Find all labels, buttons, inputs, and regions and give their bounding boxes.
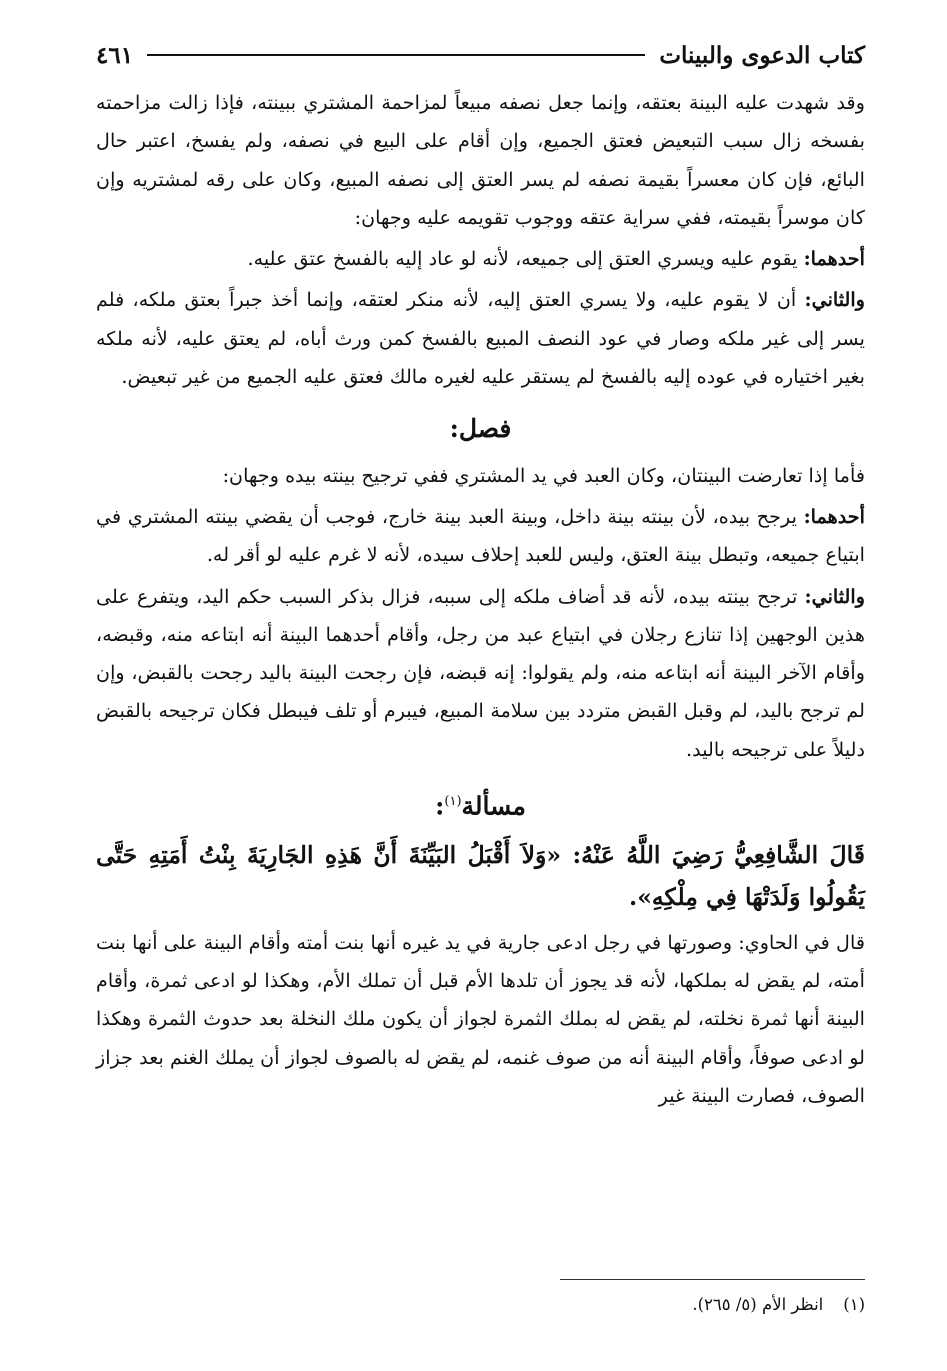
footnote-rule [560, 1279, 865, 1280]
paragraph-lead: والثاني: [804, 288, 865, 312]
footnote-text: انظر الأم (٥/ ٢٦٥). [692, 1295, 824, 1314]
book-title: كتاب الدعوى والبينات [659, 41, 865, 69]
section-heading: فصل: [449, 414, 512, 444]
paragraph: قال في الحاوي: وصورتها في رجل ادعى جارية في يد غيره أنها بنت أمته وأقام البينة على أنها بنت أمته، لم يقض له بملكها، لأنه قد يجوز أن تلدها الأم قبل أن تملك الأم، وهكذا لو ادعى ثمرة، وأقام البينة أنها ثمرة نخلته، لم يقض له بملك الثمرة لجواز أن يكون ملك النخلة بعد حدوث الثمرة وهكذا لو ادعى صوفاً، وأقام البينة أنه من صوف غنمه، لم يقض له بالصوف لجواز أن يملك الغنم بعد جزاز الصوف، فصارت البينة غير [96, 930, 865, 1107]
issue-heading-colon: : [435, 791, 445, 821]
footnote-mark: (١) [843, 1295, 865, 1314]
paragraph-text: يقوم عليه ويسري العتق إلى جميعه، لأنه لو عاد إليه بالفسخ عتق عليه. [247, 247, 804, 271]
paragraph-text: يرجح بيده، لأن بينته بينة داخل، وبينة العبد بينة خارج، فوجب أن يقضي بينته المشتري في ابتياع جميعه، وتبطل بينة العتق، وليس للعبد إحلاف سيده، لأنه لا غرم عليه لو أقر له. [96, 504, 865, 567]
paragraph: فأما إذا تعارضت البينتان، وكان العبد في يد المشتري ففي ترجيح بينته بيده وجهان: [222, 463, 865, 487]
running-header [96, 38, 865, 72]
paragraph [96, 498, 865, 575]
paragraph-lead: أحدهما: [803, 504, 865, 528]
paragraph [96, 578, 865, 769]
issue-heading [96, 783, 865, 826]
paragraph [96, 281, 865, 396]
header-rule [147, 54, 645, 56]
paragraph-text: ترجح بينته بيده، لأنه قد أضاف ملكه إلى سببه، فزال بذكر السبب حكم اليد، ويتفرع على هذين الوجهين إذا تنازع رجلان في ابتياع عبد من رجل، وأقام أحدهما البينة أنه ابتاعه منه، وقبضه، وأقام الآخر البينة أنه ابتاعه منه، ولم يقولوا: إنه قبضه، فإن رجحت البينة باليد رجحت بالقبض، وإن لم ترجح باليد، لم وقبل القبض متردد بين سلامة المبيع، فيبرم أو تلف فيبطل فكان ترجيحه بالقبض دليلاً على ترجيحه باليد. [96, 584, 865, 761]
shafii-quote: قَالَ الشَّافِعِيُّ رَضِيَ اللَّهُ عَنْهُ: «وَلاَ أَقْبَلُ البَيِّنَةَ أَنَّ هَذِهِ الجَارِيَةَ بِنْتُ أَمَتِهِ حَتَّى يَقُولُوا وَلَدَتْهَا فِي مِلْكِهِ». [96, 840, 865, 911]
issue-heading-text: مسألة [461, 791, 526, 821]
paragraph: وقد شهدت عليه البينة بعتقه، وإنما جعل نصفه مبيعاً لمزاحمة المشتري ببينته، فإذا زالت مزاحمته بفسخه زال سبب التبعيض فعتق الجميع، وإن أقام على البيع في نصفه، ولم يفسخ، اعتبر حال البائع، فإن كان معسراً بقيمة نصفه لم يسر العتق إلى نصفه المبيع، وكان على رقه لمشتريه وإن كان موسراً بقيمته، ففي سراية عتقه ووجوب تقويمه عليه وجهان: [96, 91, 865, 229]
paragraph-text: أن لا يقوم عليه، ولا يسري العتق إليه، لأنه منكر لعتقه، وإنما أخذ جبراً بعتق ملكه، فلم يسر إلى غير ملكه وصار في عود النصف المبيع بالفسخ كمن ورث أباه، لم يعتق عليه، لأنه ملكه بغير اختياره في عوده إليه بالفسخ لم يستقر عليه لغيره مالك فعتق عليه الجميع من غير تبعيض. [96, 288, 865, 389]
paragraph [96, 240, 865, 278]
page-body [96, 84, 865, 1115]
footnote-reference: (١) [444, 794, 462, 810]
paragraph-lead: والثاني: [804, 584, 865, 608]
footnote [692, 1295, 865, 1314]
paragraph-lead: أحدهما: [803, 247, 865, 271]
page-number: ٤٦١ [96, 41, 134, 69]
